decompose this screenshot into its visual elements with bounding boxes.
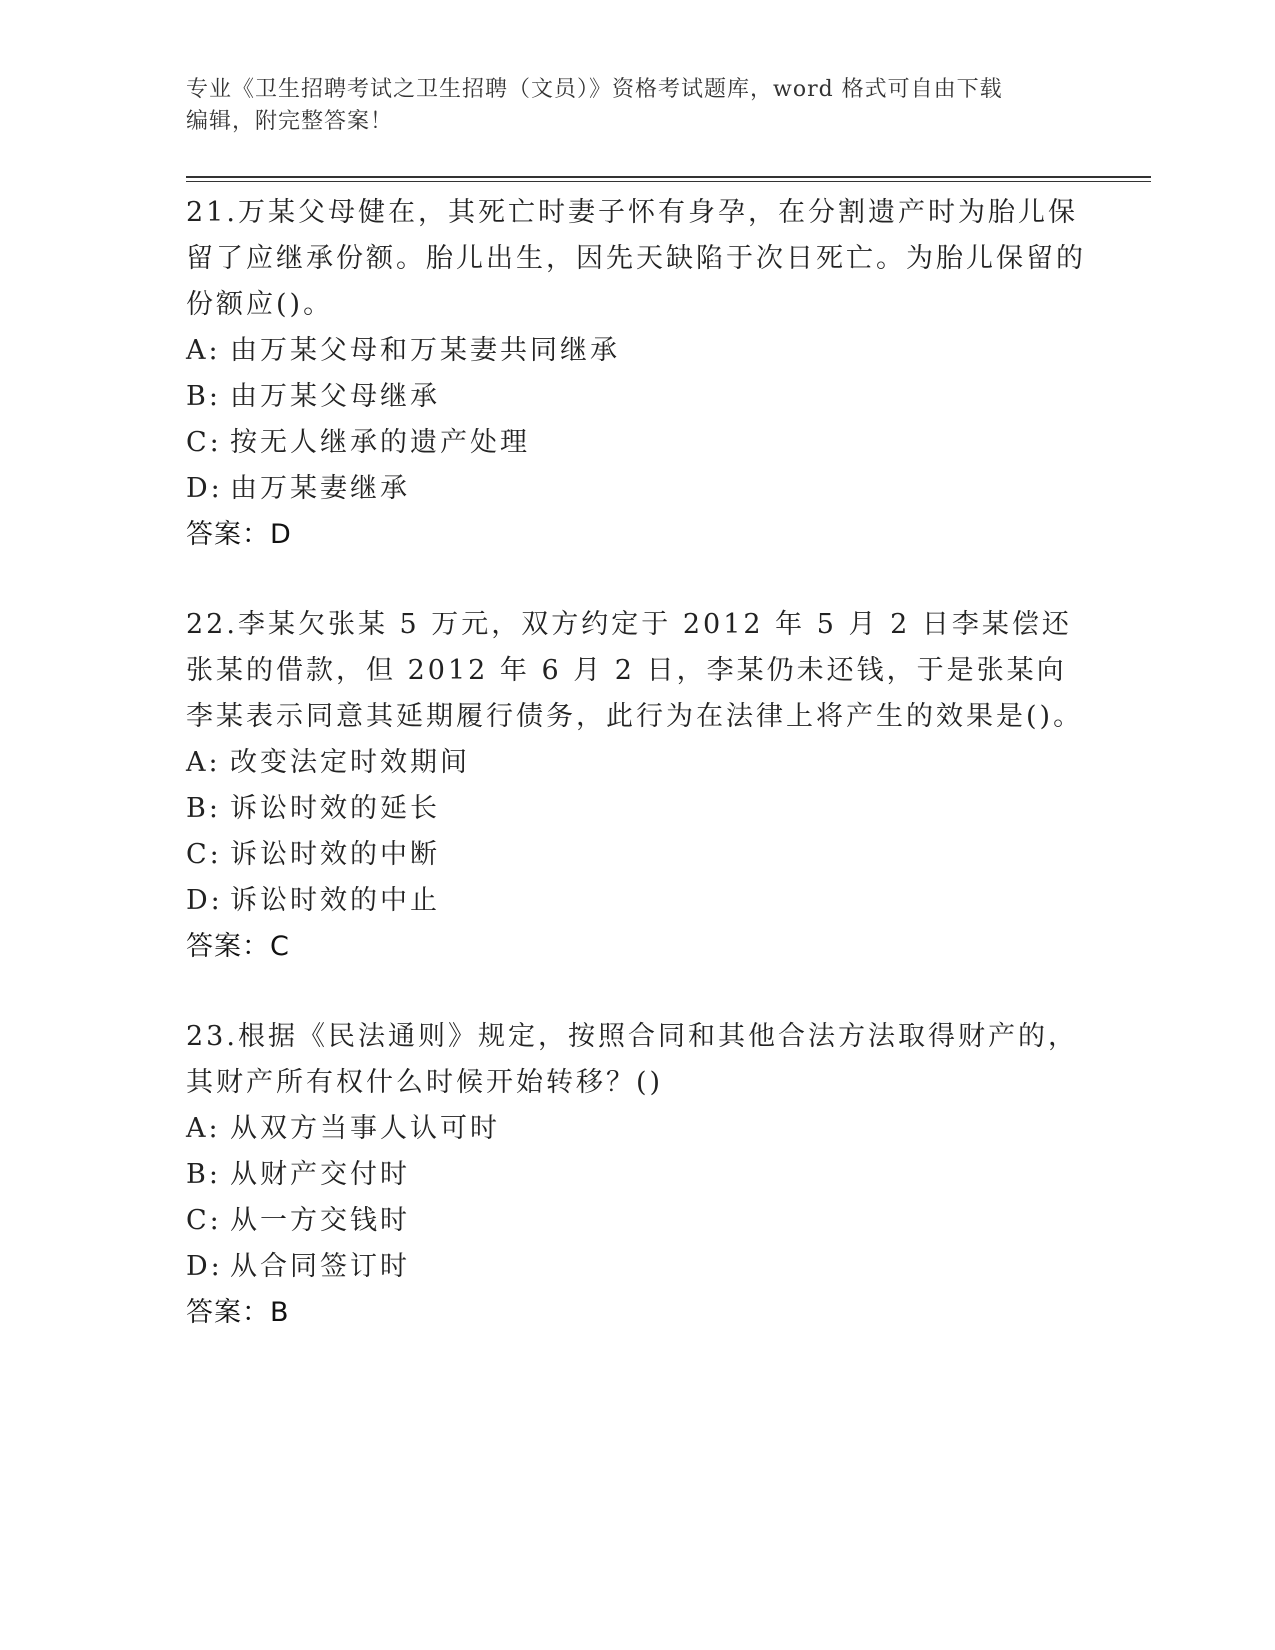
option-c <box>186 832 1086 878</box>
option-d <box>186 878 1086 924</box>
option-a <box>186 1106 1086 1152</box>
option-c <box>186 1198 1086 1244</box>
option-letter: B: <box>186 793 221 824</box>
option-letter: C: <box>186 839 222 870</box>
option-text: 从双方当事人认可时 <box>230 1113 500 1144</box>
option-letter: D: <box>186 473 223 504</box>
option-letter: D: <box>186 1251 223 1282</box>
option-text: 从合同签订时 <box>230 1251 410 1282</box>
option-letter: A: <box>186 747 221 778</box>
option-b <box>186 786 1086 832</box>
option-text: 按无人继承的遗产处理 <box>230 427 530 458</box>
option-d <box>186 466 1086 512</box>
option-text: 诉讼时效的延长 <box>230 793 440 824</box>
option-letter: B: <box>186 381 221 412</box>
question-23 <box>186 1014 1086 1336</box>
question-21 <box>186 190 1086 558</box>
header-divider-thin <box>186 181 1151 182</box>
option-b <box>186 374 1086 420</box>
option-text: 从财产交付时 <box>230 1159 410 1190</box>
option-letter: C: <box>186 1205 222 1236</box>
answer-line: 答案：C <box>186 931 290 962</box>
question-stem: 21.万某父母健在，其死亡时妻子怀有身孕，在分割遗产时为胎儿保留了应继承份额。胎儿出生，因先天缺陷于次日死亡。为胎儿保留的份额应()。 <box>186 197 1086 320</box>
question-list <box>186 190 1086 1380</box>
answer-line: 答案：B <box>186 1297 290 1328</box>
answer-line: 答案：D <box>186 519 292 550</box>
header-divider-thick <box>186 176 1151 178</box>
option-letter: A: <box>186 335 221 366</box>
header-line-2: 编辑，附完整答案！ <box>186 109 394 134</box>
option-text: 由万某父母继承 <box>230 381 440 412</box>
question-stem: 23.根据《民法通则》规定，按照合同和其他合法方法取得财产的，其财产所有权什么时候开始转移？() <box>186 1021 1078 1098</box>
option-a <box>186 740 1086 786</box>
option-c <box>186 420 1086 466</box>
option-text: 诉讼时效的中止 <box>230 885 440 916</box>
header-line-1: 专业《卫生招聘考试之卫生招聘（文员）》资格考试题库，word 格式可自由下载 <box>186 77 1003 102</box>
option-text: 改变法定时效期间 <box>230 747 470 778</box>
option-letter: A: <box>186 1113 221 1144</box>
option-text: 由万某妻继承 <box>230 473 410 504</box>
option-b <box>186 1152 1086 1198</box>
option-letter: D: <box>186 885 223 916</box>
option-text: 从一方交钱时 <box>230 1205 410 1236</box>
option-a <box>186 328 1086 374</box>
document-header <box>186 74 1086 138</box>
question-22 <box>186 602 1086 970</box>
question-stem: 22.李某欠张某 5 万元，双方约定于 2012 年 5 月 2 日李某偿还张某的借款，但 2012 年 6 月 2 日，李某仍未还钱，于是张某向李某表示同意其延期履行债务，此行为在法律上将产生的效果是()。 <box>186 609 1084 732</box>
option-letter: C: <box>186 427 222 458</box>
option-text: 诉讼时效的中断 <box>230 839 440 870</box>
option-text: 由万某父母和万某妻共同继承 <box>230 335 620 366</box>
option-letter: B: <box>186 1159 221 1190</box>
option-d <box>186 1244 1086 1290</box>
